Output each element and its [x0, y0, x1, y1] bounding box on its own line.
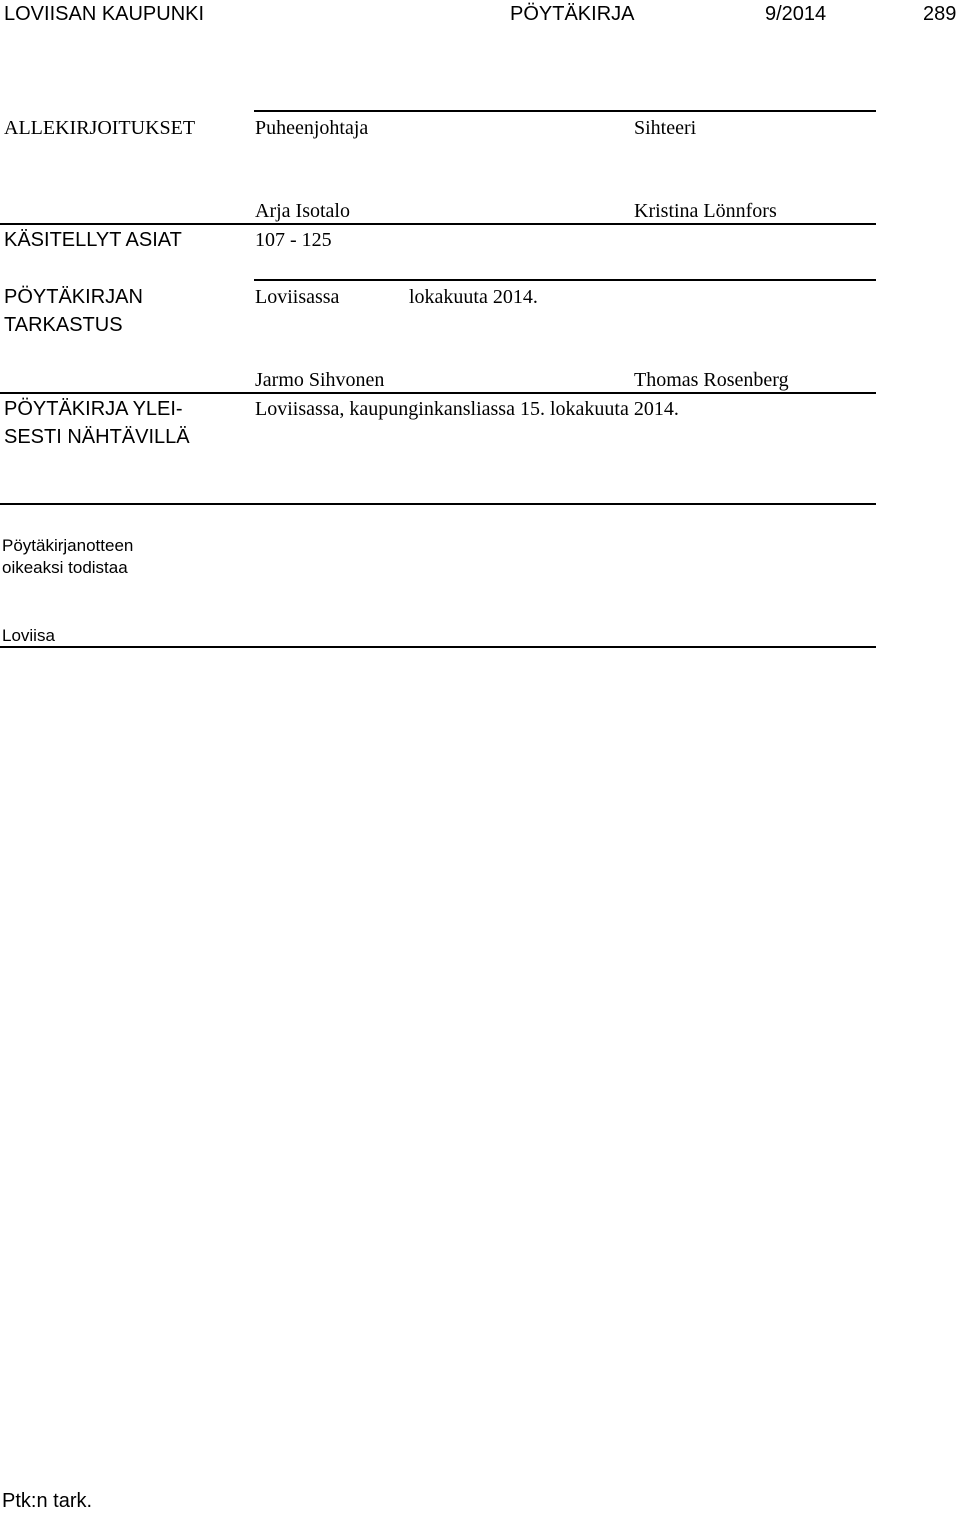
review-label-line2: TARKASTUS	[4, 314, 123, 336]
certification-top-rule	[0, 503, 876, 505]
chair-role: Puheenjohtaja	[255, 117, 369, 139]
items-handled-value: 107 - 125	[255, 229, 332, 251]
signature-section-top-rule	[254, 110, 876, 112]
certification-signature-rule	[0, 646, 876, 648]
footer-text: Ptk:n tark.	[2, 1490, 93, 1512]
review-section-top-rule	[254, 279, 876, 281]
page-number: 289	[923, 3, 957, 25]
public-display-label-line1: PÖYTÄKIRJA YLEI-	[4, 398, 183, 420]
chair-name: Arja Isotalo	[255, 200, 350, 222]
review-place: Loviisassa	[255, 286, 340, 308]
review-section-bottom-rule	[0, 392, 876, 394]
reviewer-1-name: Jarmo Sihvonen	[255, 369, 385, 391]
public-display-value: Loviisassa, kaupunginkansliassa 15. lokakuuta 2014.	[255, 398, 679, 420]
secretary-role: Sihteeri	[634, 117, 697, 139]
certification-line2: oikeaksi todistaa	[2, 558, 128, 577]
certification-place: Loviisa	[2, 626, 55, 645]
reviewer-2-name: Thomas Rosenberg	[634, 369, 789, 391]
meeting-number: 9/2014	[765, 3, 827, 25]
secretary-name: Kristina Lönnfors	[634, 200, 777, 222]
certification-line1: Pöytäkirjanotteen	[2, 536, 134, 555]
review-date: lokakuuta 2014.	[409, 286, 538, 308]
review-label-line1: PÖYTÄKIRJAN	[4, 286, 143, 308]
signatures-label: ALLEKIRJOITUKSET	[4, 117, 196, 139]
signature-section-bottom-rule	[0, 223, 876, 225]
public-display-label-line2: SESTI NÄHTÄVILLÄ	[4, 426, 190, 448]
document-type: PÖYTÄKIRJA	[510, 3, 635, 25]
organization-name: LOVIISAN KAUPUNKI	[4, 3, 205, 25]
items-handled-label: KÄSITELLYT ASIAT	[4, 229, 182, 251]
